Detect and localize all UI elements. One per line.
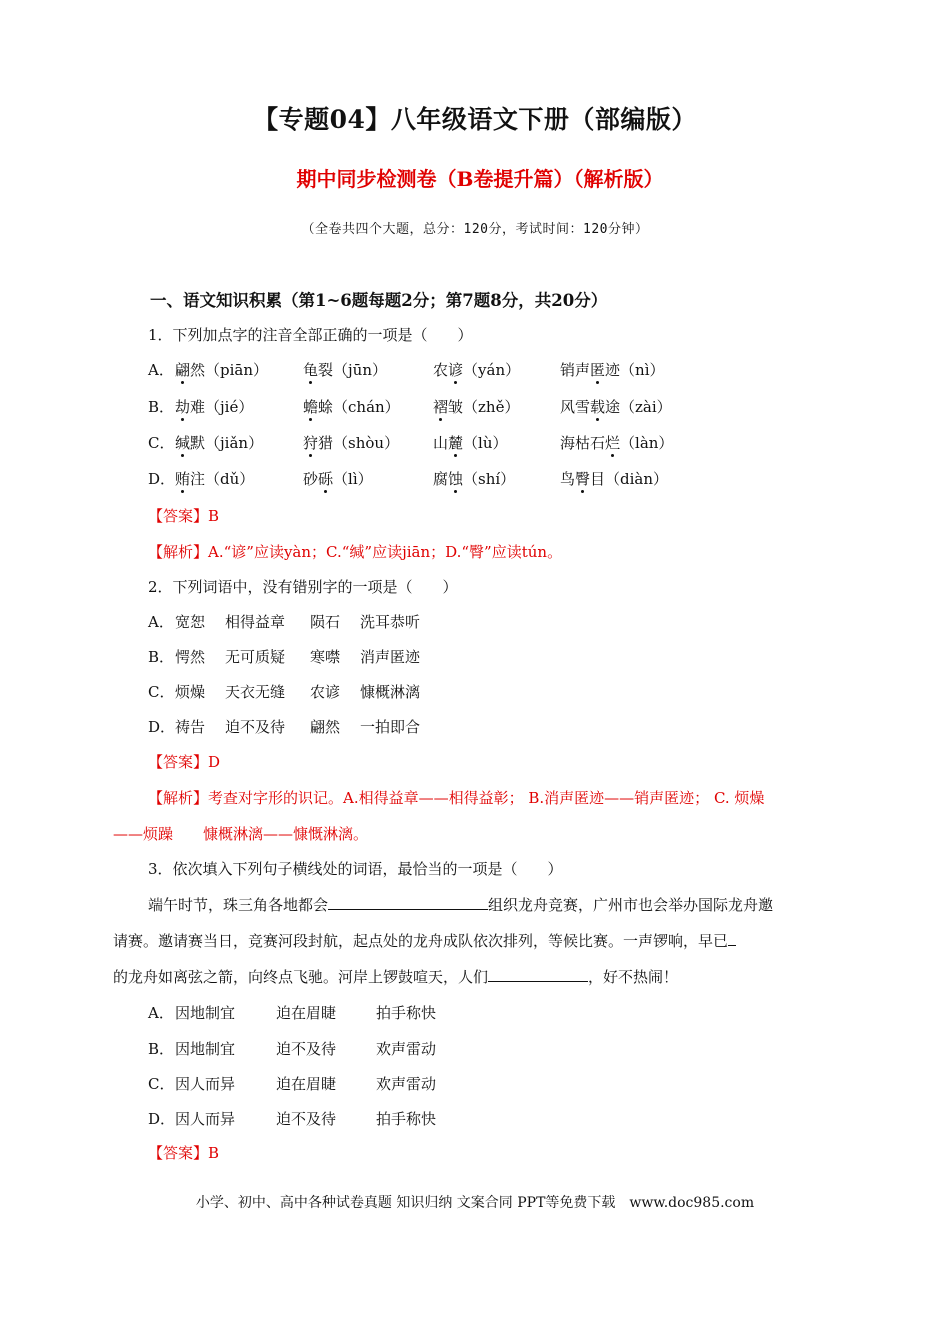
option-word: 祷告 [175, 718, 206, 736]
question-1-answer: 【答案】B [148, 507, 220, 525]
page-footer: 小学、初中、高中各种试卷真题 知识归纳 文案合同 PPT等免费下载 www.doc985.com [195, 1195, 755, 1211]
option-label: C． [148, 1075, 175, 1093]
pinyin-item: 风雪载途（zài） [560, 398, 672, 416]
option-label: D． [148, 470, 176, 488]
option-label: B． [148, 648, 175, 666]
option-word: 因人而异 [175, 1075, 236, 1093]
option-word: 拍手称快 [376, 1004, 437, 1022]
question-2-analysis: 【解析】考查对字形的识记。A.相得益章——相得益彰； B.消声匿迹——销声匿迹； C. 烦燥 [148, 789, 765, 807]
option-word: 慷概淋漓 [360, 683, 421, 701]
question-2-analysis-cont: ——烦躁 慷概淋漓——慷慨淋漓。 [113, 825, 369, 843]
option-word: 迫不及待 [276, 1040, 337, 1058]
question-3-stem: 3．依次填入下列句子横线处的词语，最恰当的一项是（ ） [148, 860, 563, 878]
option-label: A． [148, 1004, 174, 1022]
option-word: 愕然 [175, 648, 206, 666]
question-3-passage-line-3: 的龙舟如离弦之箭，向终点飞驰。河岸上锣鼓喧天，人们 ，好不热闹！ [113, 965, 678, 987]
pinyin-item: 砂砾（lì） [303, 470, 373, 488]
pinyin-item: 山麓（lù） [433, 434, 508, 452]
pinyin-item: 鸟臀目（diàn） [560, 470, 669, 488]
question-1-analysis: 【解析】A.“谚”应读yàn；C.“缄”应读jiān；D.“臀”应读tún。 [148, 543, 563, 561]
option-word: 相得益章 [225, 613, 286, 631]
option-word: 寒噤 [310, 648, 341, 666]
option-word: 迫不及待 [225, 718, 286, 736]
section-heading: 一、语文知识积累（第1~6题每题2分；第7题8分，共20分） [150, 291, 608, 310]
question-1-stem: 1．下列加点字的注音全部正确的一项是（ ） [148, 326, 473, 344]
option-label: A． [148, 613, 174, 631]
option-word: 因地制宜 [175, 1040, 236, 1058]
fill-blank-2 [728, 929, 736, 946]
page-subtitle: 期中同步检测卷（B卷提升篇）（解析版） [296, 167, 664, 191]
pinyin-item: 狩猎（shòu） [303, 434, 400, 452]
pinyin-item: 海枯石烂（làn） [560, 434, 674, 452]
option-word: 天衣无缝 [225, 683, 286, 701]
option-word: 一拍即合 [360, 718, 421, 736]
pinyin-item: 农谚（yán） [433, 361, 521, 379]
pinyin-item: 劫难（jié） [175, 398, 254, 416]
option-word: 因地制宜 [175, 1004, 236, 1022]
question-3-answer: 【答案】B [148, 1144, 220, 1162]
option-label: B． [148, 1040, 175, 1058]
option-word: 因人而异 [175, 1110, 236, 1128]
option-word: 迫在眉睫 [276, 1075, 337, 1093]
question-2-answer: 【答案】D [148, 753, 221, 771]
option-label: A． [148, 361, 174, 379]
option-word: 烦燥 [175, 683, 206, 701]
pinyin-item: 贿注（dǔ） [175, 470, 255, 488]
option-word: 拍手称快 [376, 1110, 437, 1128]
option-label: C． [148, 434, 175, 452]
option-label: C． [148, 683, 175, 701]
option-label: B． [148, 398, 175, 416]
pinyin-item: 蟾蜍（chán） [303, 398, 400, 416]
pinyin-item: 缄默（jiǎn） [175, 434, 264, 452]
option-word: 迫在眉睫 [276, 1004, 337, 1022]
pinyin-item: 龟裂（jūn） [303, 361, 387, 379]
option-word: 迫不及待 [276, 1110, 337, 1128]
option-word: 消声匿迹 [360, 648, 421, 666]
option-word: 无可质疑 [225, 648, 286, 666]
exam-note: （全卷共四个大题，总分：120分，考试时间：120分钟） [301, 222, 649, 237]
option-word: 欢声雷动 [376, 1040, 437, 1058]
option-word: 翩然 [310, 718, 341, 736]
question-2-stem: 2．下列词语中，没有错别字的一项是（ ） [148, 578, 458, 596]
option-label: D． [148, 1110, 176, 1128]
pinyin-item: 腐蚀（shí） [433, 470, 516, 488]
option-word: 宽恕 [175, 613, 206, 631]
question-3-passage-line-1: 端午时节，珠三角各地都会 组织龙舟竞赛，广州市也会举办国际龙舟邀 [148, 893, 773, 915]
option-word: 农谚 [310, 683, 341, 701]
option-word: 洗耳恭听 [360, 613, 421, 631]
fill-blank-1 [328, 893, 488, 910]
option-word: 欢声雷动 [376, 1075, 437, 1093]
pinyin-item: 销声匿迹（nì） [560, 361, 665, 379]
option-word: 陨石 [310, 613, 341, 631]
question-3-passage-line-2: 请赛。邀请赛当日，竞赛河段封航，起点处的龙舟成队依次排列，等候比赛。一声锣响，早已 [113, 929, 736, 951]
fill-blank-3 [488, 965, 588, 982]
pinyin-item: 褶皱（zhě） [433, 398, 520, 416]
page-title: 【专题04】八年级语文下册（部编版） [253, 105, 697, 134]
option-label: D． [148, 718, 176, 736]
pinyin-item: 翩然（piān） [175, 361, 269, 379]
